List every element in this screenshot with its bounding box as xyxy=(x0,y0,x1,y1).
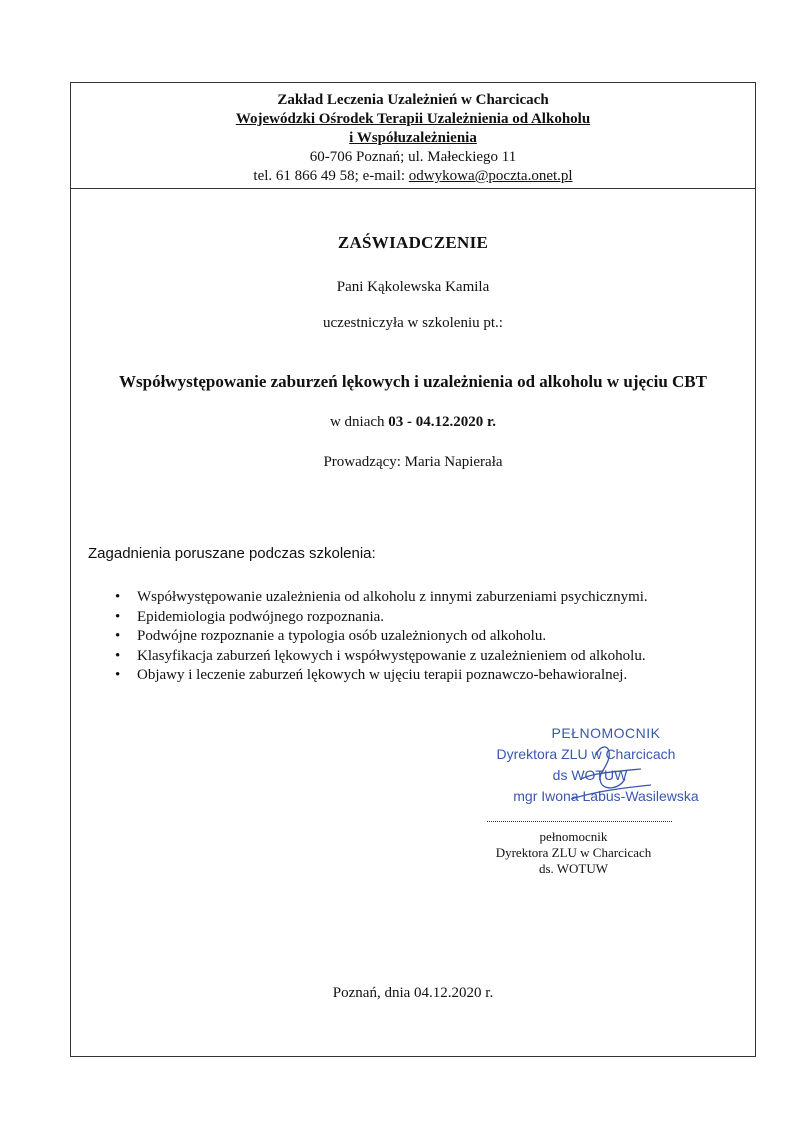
center-name: Wojewódzki Ośrodek Terapii Uzależnienia od Alkoholu xyxy=(235,111,591,127)
caption-line-3: ds. WOTUW xyxy=(538,861,609,876)
certificate-title: ZAŚWIADCZENIE xyxy=(337,233,489,252)
list-item-text: Klasyfikacja zaburzeń lękowych i współwystępowanie z uzależnieniem od alkoholu. xyxy=(137,647,646,664)
training-dates xyxy=(71,414,755,431)
stamp-line-3: ds WOTUW xyxy=(552,767,628,783)
signature-line xyxy=(487,821,672,822)
bullet-icon: • xyxy=(115,628,121,644)
bullet-icon: • xyxy=(115,608,121,625)
list-item-text: Podwójne rozpoznanie a typologia osób uzależnionych od alkoholu. xyxy=(137,628,547,644)
handwritten-signature xyxy=(501,733,721,813)
stamp-line-1: PEŁNOMOCNIK xyxy=(551,725,661,741)
dates-value: 03 - 04.12.2020 r. xyxy=(388,414,497,430)
list-item xyxy=(115,627,648,647)
issues-heading: Zagadnienia poruszane podczas szkolenia: xyxy=(88,545,376,562)
list-item-text: Epidemiologia podwójnego rozpoznania. xyxy=(137,608,385,625)
list-item-text: Objawy i leczenie zaburzeń lękowych w ujęciu terapii poznawczo-behawioralnej. xyxy=(137,667,628,683)
center-name-continued: i Współuzależnienia xyxy=(349,130,477,146)
caption-line-2: Dyrektora ZLU w Charcicach xyxy=(495,845,652,860)
letterhead xyxy=(71,83,755,189)
institution-name: Zakład Leczenia Uzależnień w Charcicach xyxy=(277,92,549,108)
participation-text: uczestniczyła w szkoleniu pt.: xyxy=(323,315,503,331)
list-item xyxy=(115,647,648,667)
recipient-name: Pani Kąkolewska Kamila xyxy=(336,279,490,295)
list-item xyxy=(115,608,648,628)
list-item xyxy=(115,666,648,686)
stamp-line-4: mgr Iwona Labus-Wasilewska xyxy=(513,788,699,804)
list-item-text: Współwystępowanie uzależnienia od alkoholu z innymi zaburzeniami psychicznymi. xyxy=(137,589,648,605)
caption-line-1: pełnomocnik xyxy=(539,829,608,844)
training-leader: Prowadzący: Maria Napierała xyxy=(323,454,503,470)
training-topic: Współwystępowanie zaburzeń lękowych i uzależnienia od alkoholu w ujęciu CBT xyxy=(119,372,707,391)
contact-line xyxy=(71,167,755,186)
bullet-icon: • xyxy=(115,589,121,605)
bullet-icon: • xyxy=(115,647,121,664)
dates-prefix: w dniach xyxy=(329,414,389,430)
list-item xyxy=(115,588,648,608)
contact-prefix: tel. 61 866 49 58; e-mail: xyxy=(253,168,409,184)
address: 60-706 Poznań; ul. Małeckiego 11 xyxy=(309,149,517,165)
signature-caption xyxy=(466,829,681,877)
email-link[interactable]: odwykowa@poczta.onet.pl xyxy=(408,168,573,184)
place-and-date: Poznań, dnia 04.12.2020 r. xyxy=(332,985,494,1001)
document-frame xyxy=(70,82,756,1057)
issues-list xyxy=(115,588,648,686)
bullet-icon: • xyxy=(115,667,121,683)
stamp-line-2: Dyrektora ZLU w Charcicach xyxy=(496,746,676,762)
